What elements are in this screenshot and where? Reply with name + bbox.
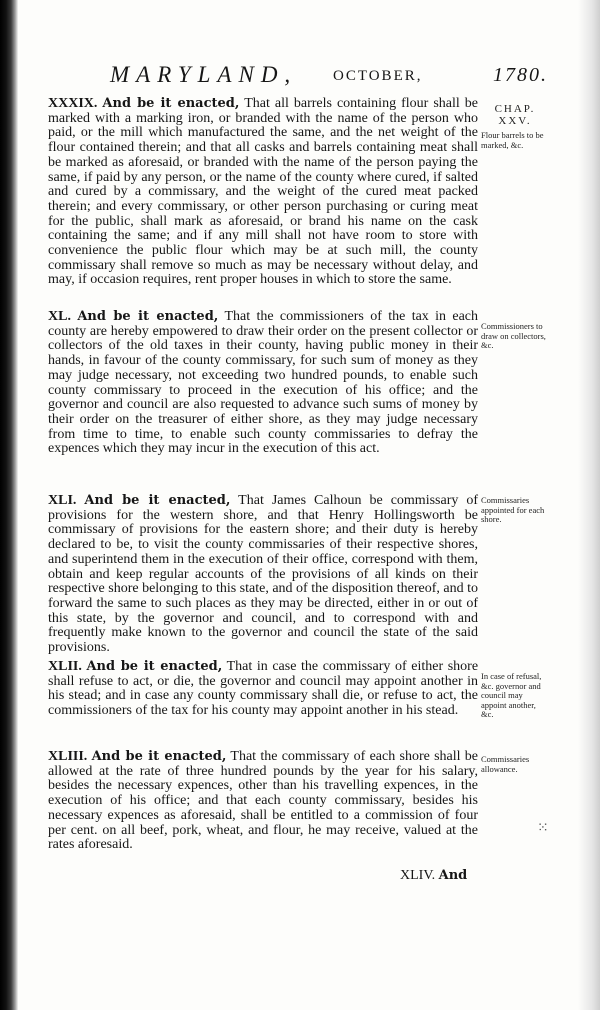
page-right-edge xyxy=(578,0,600,1010)
margin-note-allowance: Commissaries allowance. xyxy=(481,754,530,774)
enacting-clause: And be it enacted, xyxy=(91,749,227,764)
margin-note-refusal: In case of refusal, &c. governor and council may appoint another, &c. xyxy=(481,671,542,719)
chap-label: CHAP. xyxy=(494,103,536,115)
margin-note-commissaries: Commissaries appointed for each shore. xyxy=(481,495,545,524)
section-xl xyxy=(48,310,478,457)
section-paragraph xyxy=(48,310,478,457)
header-year: 1780. xyxy=(493,64,548,86)
header-state: MARYLAND, xyxy=(110,62,298,87)
section-xliii xyxy=(48,750,478,853)
enacting-clause: And be it enacted, xyxy=(86,659,223,674)
running-header xyxy=(80,58,550,98)
section-paragraph xyxy=(48,750,478,853)
section-xxxix xyxy=(48,97,478,288)
margin-note-commissioners: Commissioners to draw on collectors, &c. xyxy=(481,321,546,350)
section-paragraph xyxy=(48,660,478,719)
enacting-clause: And be it enacted, xyxy=(102,96,240,111)
enacting-clause: And be it enacted, xyxy=(77,309,219,324)
section-text: That James Calhoun be commissary of provisions for the western shore, and that Henry Hollingsworth be commissary of provisions for the eastern shore; and their duty is hereby declared to be, to visit the county commissaries of their respective shores, and superintend them in the execution of their office, correspond with them, obtain and keep regular accounts of the provisions of all kinds on their respective shore belonging to this state, and of the disposition thereof, and to forward the same to such places as they may be directed, either in or out of this state, by the governor and council, and to correspond with and frequently make known to the governor and council the state of the said provisions. xyxy=(48,493,479,656)
section-number: XXXIX. xyxy=(48,96,98,111)
section-number: XLI. xyxy=(48,493,77,508)
section-xli xyxy=(48,494,478,656)
chapter-marker xyxy=(481,103,549,127)
page-binding-shadow xyxy=(0,0,18,1010)
section-text: That the commissioners of the tax in each county are hereby empowered to draw their order on the present collector or collectors of the old taxes in their county, having public money in their hands, in favour of the county commissary, for such sum of money as they may judge necessary, not exceeding two hundred pounds, to enable such county commissary to proceed in the execution of his office; and the governor and council are also requested to advance such sums of money by their order on the treasurer of either shore, as they may judge necessary from time to time, to enable such county commissaries to defray the expences which they may incur in the execution of this act. xyxy=(48,309,479,457)
chap-number: XXV. xyxy=(498,115,532,127)
section-number: XLIII. xyxy=(48,749,88,764)
header-month: OCTOBER, xyxy=(333,68,423,84)
enacting-clause: And be it enacted, xyxy=(84,493,231,508)
section-paragraph xyxy=(48,97,478,288)
section-text: That the commissary of each shore shall be allowed at the rate of three hundred pounds by the year for his salary, besides the necessary expences, other than his travelling expences, in the execution of his office; and that each county commissary, besides his necessary expences as aforesaid, shall be entitled to a commission of four per cent. on all beef, pork, wheat, and flour, he may receive, valued at the rates aforesaid. xyxy=(48,749,479,853)
ink-smudge: ⁙ xyxy=(537,820,549,836)
section-text: That in case the commissary of either shore shall refuse to act, or die, the governor and council may appoint another in his stead; and in case any county commissary shall die, or refuse to act, the commissioners of the tax for his county may appoint another in his stead. xyxy=(48,659,479,719)
section-text: That all barrels containing flour shall be marked with a marking iron, or branded with the name of the person who paid, or the mill which manufactured the same, and the net weight of the flour contained therein; and that all casks and barrels containing meat shall be marked as aforesaid, or branded with the name of the person paying the same, if paid by any person, or the name of the county where cured, if salted and cured by a commissary, and the weight of the cured meat packed therein; and every commissary, or other person purchasing or curing meat for the public, shall mark as aforesaid, or brand his name on the cask containing the same; and if any mill shall not have room to store with convenience the public flour which may be at such mill, the county commissary shall remove so much as may be necessary without delay, and may, if occasion requires, rent proper houses in which to store the same. xyxy=(48,96,478,288)
section-paragraph xyxy=(48,494,478,656)
margin-note-flour: Flour barrels to be marked, &c. xyxy=(481,130,544,150)
catchword xyxy=(400,868,467,884)
section-xlii xyxy=(48,660,478,719)
section-number: XLII. xyxy=(48,659,82,674)
catchword-number: XLIV. xyxy=(400,868,436,883)
catchword-blackletter: And xyxy=(438,868,468,883)
section-number: XL. xyxy=(48,309,71,324)
